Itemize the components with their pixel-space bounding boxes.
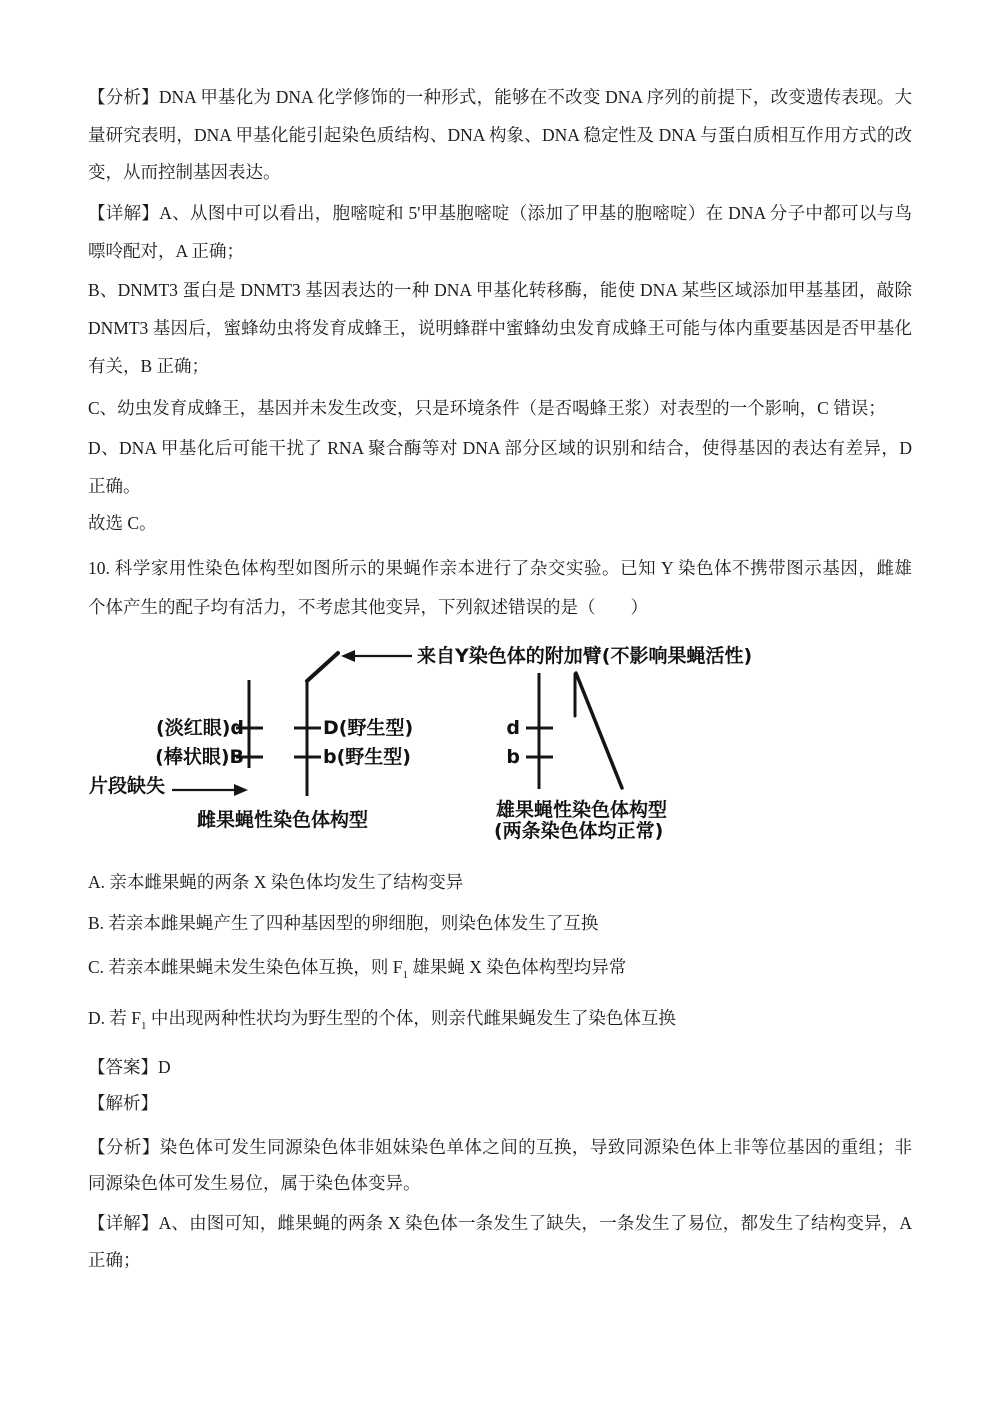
option-d-pre: D. 若 — [88, 1008, 132, 1028]
q10-analysis-line-1: 【分析】染色体可发生同源染色体非姐妹染色单体之间的互换，导致同源染色体上非等位基因的重组；非 — [88, 1137, 912, 1157]
f1-term — [131, 1008, 147, 1032]
deletion-label: 片段缺失 — [89, 775, 166, 797]
female-x2-attached-arm — [307, 653, 338, 681]
female-x1-label-d: (淡红眼)d — [156, 717, 244, 739]
f1-subscript: 1 — [402, 969, 409, 981]
option-d-post: 中出现两种性状均为野生型的个体，则亲代雌果蝇发生了染色体互换 — [146, 1008, 676, 1028]
option-a: A. 亲本雌果蝇的两条 X 染色体均发生了结构变异 — [88, 872, 464, 892]
question10-stem-1: 10. 科学家用性染色体构型如图所示的果蝇作亲本进行了杂交实验。已知 Y 染色体不携带图示基因，雌雄 — [88, 558, 912, 578]
f1-letter: F — [131, 1008, 141, 1028]
deletion-arrow-head — [234, 784, 248, 796]
option-b: B. 若亲本雌果蝇产生了四种基因型的卵细胞，则染色体发生了互换 — [88, 913, 599, 933]
detail-line-d2: 正确。 — [88, 476, 141, 496]
analysis-line-3: 变，从而控制基因表达。 — [88, 162, 281, 182]
analysis-line-2: 量研究表明，DNA 甲基化能引起染色质结构、DNA 构象、DNA 稳定性及 DNA 与蛋白质相互作用方式的改 — [88, 125, 912, 145]
male-x-label-d: d — [506, 717, 520, 739]
option-c-pre: C. 若亲本雌果蝇未发生染色体互换，则 — [88, 957, 393, 977]
detail-line-c: C、幼虫发育成蜂王，基因并未发生改变，只是环境条件（是否喝蜂王浆）对表型的一个影响，C 错误； — [88, 398, 886, 418]
female-x2-label-b: b(野生型) — [323, 746, 411, 768]
arm-note-arrow-head — [341, 650, 355, 662]
q10-detail-line-2: 正确； — [88, 1250, 141, 1270]
detail-line-a1: 【详解】A、从图中可以看出，胞嘧啶和 5'甲基胞嘧啶（添加了甲基的胞嘧啶）在 DNA 分子中都可以与鸟 — [88, 203, 912, 223]
detail-line-a2: 嘌呤配对，A 正确； — [88, 241, 245, 261]
detail-line-d1: D、DNA 甲基化后可能干扰了 RNA 聚合酶等对 DNA 部分区域的识别和结合，使得基因的表达有差异，D — [88, 438, 912, 458]
question10-stem-2: 个体产生的配子均有活力，不考虑其他变异，下列叙述错误的是（ ） — [88, 597, 648, 617]
male-caption: 雄果蝇性染色体构型 — [496, 799, 668, 821]
male-x-label-b: b — [506, 746, 520, 768]
option-d — [88, 999, 912, 1037]
f1-letter: F — [392, 957, 403, 977]
male-y-long-arm — [576, 673, 622, 788]
detail-line-b2: DNMT3 基因后，蜜蜂幼虫将发育成蜂王，说明蜂群中蜜蜂幼虫发育成蜂王可能与体内重要基因是否甲基化 — [88, 318, 912, 338]
chromosome-diagram — [0, 640, 1000, 855]
explanation-header: 【解析】 — [88, 1093, 158, 1113]
q10-analysis-line-2: 同源染色体可发生易位，属于染色体变异。 — [88, 1173, 421, 1193]
female-x2-label-D: D(野生型) — [323, 717, 414, 739]
f1-term — [392, 957, 409, 981]
q10-detail-line-1: 【详解】A、由图可知，雌果蝇的两条 X 染色体一条发生了缺失，一条发生了易位，都发生了结构变异，A — [88, 1213, 912, 1233]
attached-arm-note: 来自Y染色体的附加臂(不影响果蝇活性) — [417, 645, 753, 667]
male-caption-note: (两条染色体均正常) — [494, 820, 664, 842]
analysis-line-1: 【分析】DNA 甲基化为 DNA 化学修饰的一种形式，能够在不改变 DNA 序列的前提下，改变遗传表现。大 — [88, 87, 912, 107]
f1-subscript: 1 — [141, 1020, 147, 1032]
option-c-post: 雄果蝇 X 染色体构型均异常 — [408, 957, 627, 977]
option-c — [88, 948, 912, 986]
female-x1-label-B: (棒状眼)B — [155, 746, 244, 768]
detail-line-b1: B、DNMT3 蛋白是 DNMT3 基因表达的一种 DNA 甲基化转移酶，能使 DNA 某些区域添加甲基基团，敲除 — [88, 280, 912, 300]
answer-line: 【答案】D — [88, 1057, 171, 1077]
conclusion-line: 故选 C。 — [88, 513, 157, 533]
female-caption: 雌果蝇性染色体构型 — [197, 809, 369, 831]
detail-line-b3: 有关，B 正确； — [88, 356, 210, 376]
